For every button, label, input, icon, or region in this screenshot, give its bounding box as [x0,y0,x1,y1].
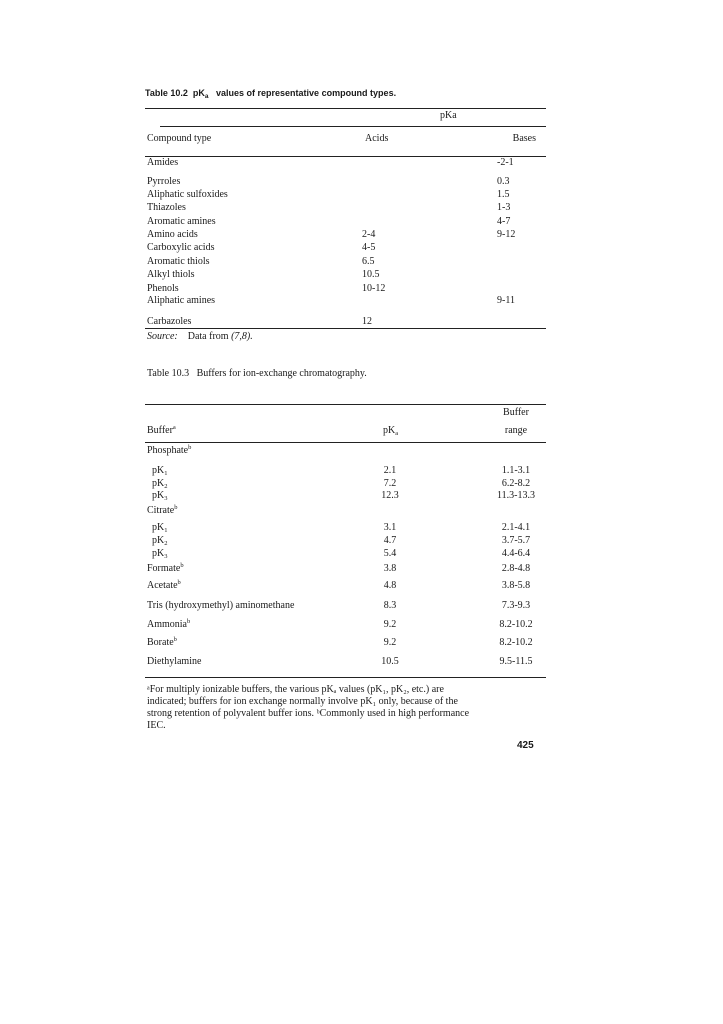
table1-cell-compound: Aromatic amines [147,216,216,227]
table1-row [0,189,723,201]
table1-row [0,202,723,214]
table1-cell-compound: Phenols [147,283,179,294]
table1-cell-compound: Amides [147,157,179,168]
table1-cell-base: 1.5 [497,189,510,200]
table1-top-rule [145,108,546,109]
table2-cell-pk: 2.1 [383,465,397,476]
table2-cell-buffer: Acetate$^b$ [147,579,181,591]
table2-cell-pk: 3.8 [383,563,397,574]
table1-row [0,176,723,188]
table2-cell-buffer: Phosphate$^b$ [147,444,192,456]
table2-bottom-rule [145,677,546,678]
table1-row [0,316,723,328]
table1-header-bases: Bases [512,133,536,144]
table2-row [0,490,723,502]
table1-cell-acid: 6.5 [362,256,375,267]
table1-row [0,283,723,295]
table1-span-rule [160,126,546,127]
table2-row [0,465,723,477]
table2-cell-buffer: $pK_2$ [152,478,168,490]
table2-cell-pk: 3.1 [383,522,397,533]
table1-row [0,216,723,228]
table1-cell-acid: 10.5 [362,269,380,280]
table2-header-rule [145,442,546,443]
table1-cell-compound: Carbazoles [147,316,192,327]
table2-cell-buffer: Tris (hydroxymethyl) aminomethane [147,600,295,611]
footnote-line: indicated; buffers for ion exchange normally involve pK₁ only, because of the [147,696,458,707]
table2-cell-buffer: Citrate$^b$ [147,504,178,516]
table1-cell-acid: 10-12 [362,283,386,294]
table1-cell-base: 9-12 [497,229,516,240]
table2-cell-range: 11.3-13.3 [497,490,535,501]
table2-row [0,656,723,668]
table2-cell-buffer: Diethylamine [147,656,202,667]
table2-header-pk: $pK_a$ [383,425,399,437]
table2-cell-range: 9.5-11.5 [499,656,533,667]
table1-cell-acid: 4-5 [362,242,376,253]
table2-cell-range: 3.8-5.8 [501,580,531,591]
table1-cell-compound: Thiazoles [147,202,186,213]
table1-label: Table 10.2 [145,88,188,98]
table2-header-range-1: Buffer [503,407,529,418]
table2-row [0,580,723,592]
table1-header-compound: Compound type [147,133,212,144]
table1-title: values of representative compound types. [216,88,397,98]
footnote-line: IEC. [147,720,166,731]
table2-cell-buffer: Borate$^b$ [147,636,177,648]
table2-cell-range: 4.4-6.4 [501,548,531,559]
table1-row [0,242,723,254]
table1-cell-compound: Aromatic thiols [147,256,210,267]
table2-header-range-2: range [504,425,528,436]
table2-cell-range: 7.3-9.3 [501,600,531,611]
table2-row [0,637,723,649]
table2-cell-pk: 4.8 [383,580,397,591]
table2-cell-buffer: $pK_1$ [152,465,168,477]
table2-header-buffer: Buffer$^a$ [147,424,176,436]
table2-cell-range: 2.8-4.8 [501,563,531,574]
table2-cell-buffer: Ammonia$^b$ [147,618,191,630]
table2-cell-pk: 4.7 [383,535,397,546]
table2-row [0,619,723,631]
table2-row [0,600,723,612]
footnote-line: ᵃFor multiply ionizable buffers, the various pKₐ values (pK₁, pK₂, etc.) are [147,684,444,695]
table2-cell-range: 2.1-4.1 [501,522,531,533]
table1-cell-compound: Alkyl thiols [147,269,195,280]
table1-caption: Table 10.2 $pK_a$ values of representative compound types. [145,88,397,100]
table2-cell-pk: 9.2 [383,637,397,648]
table1-cell-base: 1-3 [497,202,511,213]
table1-span-header: pKa [440,110,457,121]
table1-cell-compound: Pyrroles [147,176,181,187]
table2-cell-pk: 12.3 [381,490,399,501]
table2-cell-buffer: $pK_3$ [152,490,168,502]
table1-header-acids: Acids [365,133,389,144]
table2-row [0,445,723,457]
table1-cell-compound: Amino acids [147,229,198,240]
table2-cell-pk: 7.2 [383,478,397,489]
table1-cell-compound: Aliphatic sulfoxides [147,189,228,200]
table2-cell-range: 8.2-10.2 [499,619,533,630]
table2-cell-pk: 9.2 [383,619,397,630]
page-number: 425 [517,740,534,751]
table2-cell-buffer: $pK_1$ [152,522,168,534]
table2-cell-buffer: Formate$^b$ [147,562,184,574]
table2-cell-range: 8.2-10.2 [499,637,533,648]
table2-top-rule [145,404,546,405]
table2-cell-range: 6.2-8.2 [501,478,531,489]
table2-cell-pk: 8.3 [383,600,397,611]
table1-cell-acid: 2-4 [362,229,376,240]
table1-row [0,157,723,169]
table2-cell-range: 3.7-5.7 [501,535,531,546]
table1-row [0,229,723,241]
table1-cell-base: 0.3 [497,176,510,187]
table1-row [0,256,723,268]
table1-cell-compound: Aliphatic amines [147,295,216,306]
table1-row [0,269,723,281]
table2-footnote [147,684,547,732]
table2-row [0,535,723,547]
table1-row [0,295,723,307]
table2-caption: Table 10.3 Buffers for ion-exchange chromatography. [147,368,367,379]
table2-cell-pk: 5.4 [383,548,397,559]
table2-row [0,505,723,517]
table1-bottom-rule [145,328,546,329]
table2-cell-buffer: $pK_2$ [152,535,168,547]
footnote-line: strong retention of polyvalent buffer ions. ᵇCommonly used in high performance [147,708,470,719]
table2-row [0,478,723,490]
table2-row [0,548,723,560]
table1-cell-base: -2-1 [497,157,514,168]
table1-source: Source: Data from (7,8). [147,331,253,342]
table2-row [0,522,723,534]
table1-cell-base: 9-11 [497,295,515,306]
table1-cell-compound: Carboxylic acids [147,242,215,253]
table2-cell-buffer: $pK_3$ [152,548,168,560]
table2-cell-pk: 10.5 [381,656,399,667]
table2-row [0,563,723,575]
table1-cell-acid: 12 [362,316,372,327]
table2-cell-range: 1.1-3.1 [501,465,531,476]
table1-cell-base: 4-7 [497,216,511,227]
